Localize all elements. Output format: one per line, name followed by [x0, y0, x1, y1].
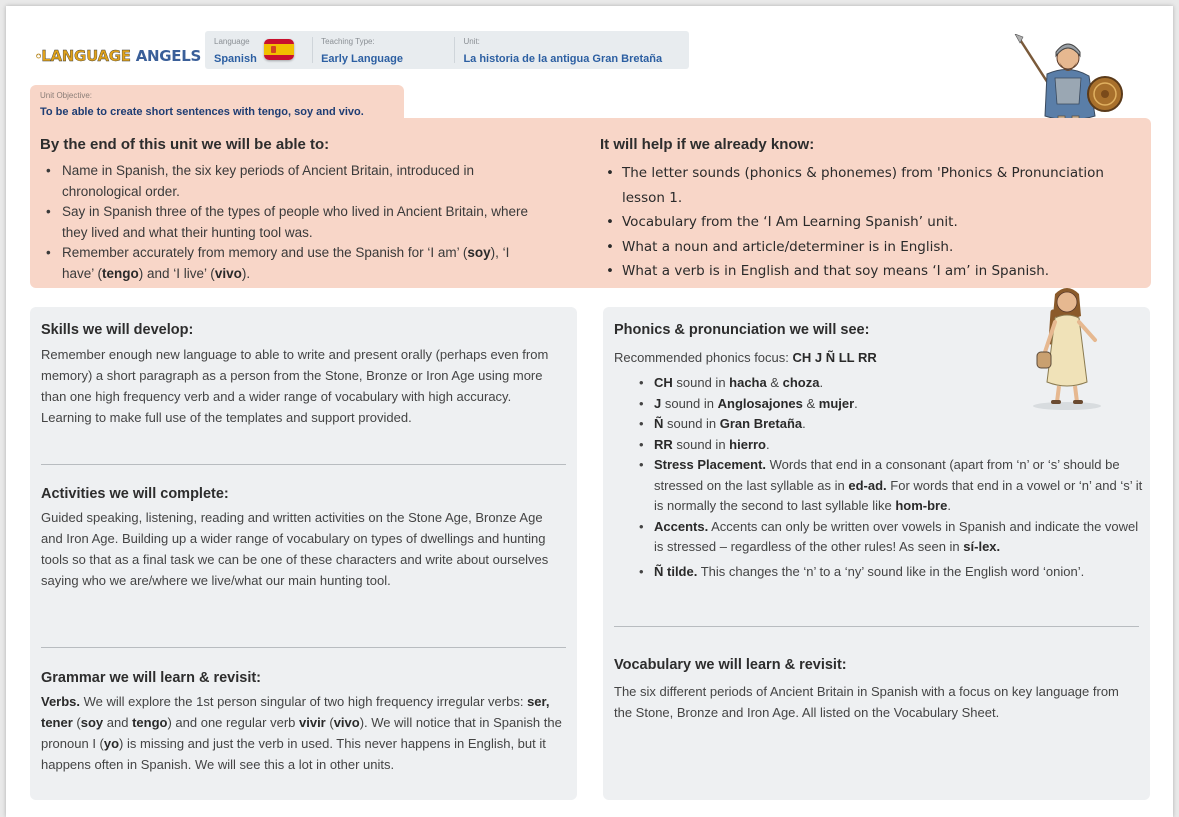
- goal-3-text-g: ).: [241, 265, 251, 281]
- phonics-text: &: [802, 395, 819, 411]
- grammar-text-part: and: [103, 715, 133, 730]
- info-language: [205, 31, 312, 69]
- grammar-verbs-label: Verbs.: [41, 694, 81, 709]
- phonics-bold-term: Gran Bretaña: [719, 416, 803, 431]
- phonics-bold-term: J: [654, 395, 662, 411]
- unit-objective-label: Unit Objective:: [40, 91, 93, 100]
- list-item: • Name in Spanish, the six key periods of Ancient Britain, introduced in chronological order.: [42, 161, 542, 202]
- objective-word-soy: soy: [294, 106, 314, 118]
- phonics-text: sound in: [672, 436, 730, 452]
- objective-text-1: To be able to create short sentences with: [40, 106, 259, 118]
- phonics-text: For words that end in a vowel or ‘n’ and ‘s’ it is normally the second to last syllable like: [654, 477, 1143, 513]
- phonics-bold-term: Ñ tilde.: [654, 563, 698, 579]
- phonics-text: .: [766, 436, 770, 452]
- phonics-bold-term: hacha: [729, 375, 767, 390]
- goal-3-text-a: Remember accurately from memory and use the Spanish for ‘I am’ (: [62, 245, 468, 260]
- list-item: • Vocabulary from the ‘I Am Learning Spanish’ unit.: [602, 210, 1142, 235]
- phonics-bold-term: Anglosajones: [717, 395, 803, 411]
- info-teaching-type-value: Early Language: [321, 53, 403, 65]
- objective-word-tengo: tengo: [258, 106, 288, 118]
- goal-3-word-vivo: vivo: [214, 265, 242, 281]
- phonics-title: Phonics & pronunciation we will see:: [614, 322, 870, 338]
- info-unit-label: Unit:: [463, 37, 480, 46]
- grammar-text-part: ). We will notice that in Spanish the pronoun I (: [41, 715, 562, 751]
- phonics-bold-term: Accents.: [654, 518, 709, 534]
- logo-text: [41, 47, 201, 65]
- vocabulary-title: Vocabulary we will learn & revisit:: [614, 657, 847, 673]
- goals-right-title: It will help if we already know:: [600, 136, 815, 153]
- grammar-text: [41, 691, 566, 775]
- divider: [614, 626, 1139, 627]
- phonics-text: Accents can only be written over vowels in Spanish and indicate the vowel is stressed – regardless of the other rules! As seen in: [654, 518, 1139, 554]
- info-unit: [454, 31, 689, 69]
- spain-flag-icon: [264, 39, 294, 60]
- phonics-text: .: [947, 498, 951, 513]
- goal-3-text-c: ), ‘I have’ (: [62, 245, 510, 281]
- phonics-focus-value: CH J Ñ LL RR: [792, 350, 877, 365]
- vocabulary-text: The six different periods of Ancient Britain in Spanish with a focus on key language from the Stone, Bronze and Iron Age. All listed on the Vocabulary Sheet.: [614, 684, 1119, 720]
- phonics-bold-term: hom-bre: [895, 498, 948, 513]
- list-item: [638, 435, 1143, 456]
- phonics-bold-term: choza: [782, 375, 820, 390]
- phonics-bold-term: Ñ: [654, 416, 664, 431]
- grammar-title: Grammar we will learn & revisit:: [41, 670, 262, 686]
- list-item: [638, 455, 1143, 517]
- info-language-value: Spanish: [214, 53, 257, 65]
- info-language-label: Language: [214, 37, 250, 46]
- grammar-text-part: (: [325, 715, 334, 730]
- phonics-text: &: [766, 375, 783, 390]
- phonics-focus-label: Recommended phonics focus:: [614, 350, 793, 365]
- activities-text: Guided speaking, listening, reading and written activities on the Stone Age, Bronze Age and Iron Age. Building up a wider range of vocabulary on types of dwellings and hunting tools so that as a final task we can be one of these characters and write about ourselves saying who we are/where we live/what our main hunting tool.: [41, 510, 549, 588]
- grammar-word-tengo: tengo: [132, 715, 168, 730]
- grammar-verbs-ser-tener: ser, tener: [41, 694, 550, 730]
- list-item: • What a noun and article/determiner is in English.: [602, 235, 1142, 260]
- skills-text: Remember enough new language to able to write and present orally (perhaps even from memory) a short paragraph as a person from the Stone, Bronze or Iron Age using more than one high frequency verb and a wider range of vocabulary with high accuracy. Learning to make full use of the templates and support provided.: [41, 347, 549, 425]
- list-item: [42, 243, 542, 284]
- language-angels-logo: [36, 36, 201, 76]
- unit-objective-text: [40, 106, 364, 118]
- objective-sep-1: ,: [287, 106, 295, 118]
- list-item: [638, 517, 1143, 558]
- stone-age-girl-illustration: [1021, 282, 1113, 412]
- phonics-bold-term: CH: [654, 375, 673, 390]
- grammar-text-part: We will explore the 1st person singular of two high frequency irregular verbs:: [80, 694, 528, 709]
- grammar-text-part: ) is missing and just the verb in used. This never happens in English, but it happens often in Spanish. We will see this a lot in other units.: [41, 736, 546, 772]
- goal-3-word-soy: soy: [467, 245, 491, 260]
- unit-info-bar: [205, 31, 689, 69]
- objective-word-vivo: vivo: [338, 106, 361, 118]
- phonics-text: sound in: [672, 375, 730, 390]
- phonics-text: sound in: [661, 395, 718, 411]
- skills-title: Skills we will develop:: [41, 322, 194, 338]
- list-item: [638, 562, 1143, 583]
- list-item: • The letter sounds (phonics & phonemes) from 'Phonics & Pronunciation lesson 1.: [602, 161, 1142, 210]
- phonics-text: This changes the ‘n’ to a ‘ny’ sound like in the English word ‘onion’.: [697, 563, 1085, 579]
- phonics-text: Words that end in a consonant (apart from ‘n’ or ‘s’ should be stressed on the last syllable as in: [654, 457, 1120, 493]
- phonics-text: .: [819, 375, 824, 390]
- phonics-bold-term: RR: [654, 436, 673, 452]
- phonics-bold-term: ed-ad.: [848, 477, 887, 493]
- divider: [41, 464, 566, 465]
- activities-title: Activities we will complete:: [41, 486, 229, 502]
- grammar-word-soy: soy: [80, 715, 104, 730]
- logo-word-angels: ANGELS: [135, 47, 201, 65]
- info-teaching-type: [312, 31, 454, 69]
- phonics-text: sound in: [663, 416, 720, 431]
- phonics-text: .: [802, 416, 806, 431]
- objective-end: .: [360, 106, 364, 118]
- goal-3-text-e: ) and ‘I live’ (: [138, 265, 215, 281]
- goal-3-word-tengo: tengo: [102, 265, 139, 281]
- grammar-word-vivir: vivir: [299, 715, 326, 730]
- phonics-focus: [614, 347, 1044, 368]
- list-item: • What a verb is in English and that soy means ‘I am’ in Spanish.: [602, 259, 1142, 284]
- left-info-panel: [30, 307, 577, 800]
- phonics-bold-term: hierro: [729, 436, 766, 452]
- worksheet-page: [6, 6, 1173, 817]
- grammar-text-part: (: [72, 715, 81, 730]
- phonics-bold-term: Stress Placement.: [654, 457, 767, 472]
- list-item: [638, 414, 1143, 435]
- goals-left-title: By the end of this unit we will be able to:: [40, 136, 330, 153]
- phonics-text: .: [854, 395, 858, 411]
- grammar-word-yo: yo: [103, 736, 120, 751]
- goals-right-list: [602, 161, 1142, 284]
- phonics-bold-term: sí-lex.: [963, 539, 1001, 554]
- divider: [41, 647, 566, 648]
- info-unit-value: La historia de la antigua Gran Bretaña: [463, 53, 663, 65]
- unit-goals-panel: [30, 118, 1151, 288]
- grammar-word-vivo: vivo: [333, 715, 360, 730]
- goals-left-list: [42, 161, 542, 284]
- logo-word-language: LANGUAGE: [41, 47, 131, 65]
- info-teaching-type-label: Teaching Type:: [321, 37, 375, 46]
- list-item: • Say in Spanish three of the types of people who lived in Ancient Britain, where they lived and what their hunting tool was.: [42, 202, 542, 243]
- objective-sep-2: and: [313, 106, 339, 118]
- grammar-text-part: ) and one regular verb: [167, 715, 299, 730]
- phonics-bold-term: mujer: [818, 395, 855, 411]
